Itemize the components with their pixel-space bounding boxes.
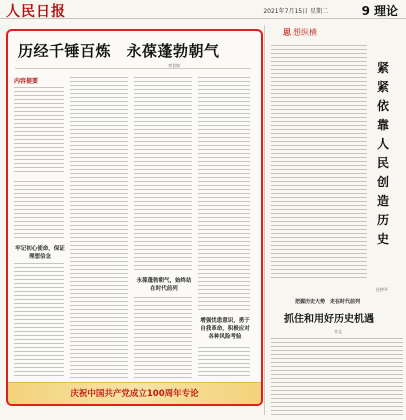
column-author: 任仲平 [376, 287, 388, 292]
issue-date: 2021年7月15日 星期二 [263, 8, 328, 15]
column-text-block [271, 45, 367, 281]
column-article[interactable] [271, 25, 403, 292]
newspaper-logo: 人民日报 [6, 4, 66, 20]
article2-subtitle: 把握历史大势 走在时代前列 [295, 299, 361, 305]
feature-article[interactable] [6, 29, 263, 406]
text-column-3a [134, 77, 192, 273]
masthead [0, 0, 406, 19]
subhead-1: 牢记初心使命，保证理想信念 [15, 246, 65, 260]
feature-headline: 历经千锤百炼 永葆蓬勃朝气 [18, 42, 220, 60]
article2-title[interactable]: 抓住和用好历史机遇 [284, 314, 374, 325]
page-number: 9 [361, 4, 370, 18]
text-column-2 [70, 77, 128, 379]
text-column-4b [198, 347, 250, 379]
column-logo [283, 27, 317, 38]
text-column-1b [14, 263, 64, 379]
article2-text-block [271, 338, 403, 416]
headline-rule [15, 68, 251, 69]
abstract-label: 内容提要 [14, 78, 39, 85]
text-column-4a [198, 77, 250, 311]
column-logo-main: 思 [283, 27, 291, 37]
subhead-3: 增强忧患意识，勇于自我革命，积极应对各种风险考验 [200, 318, 250, 340]
text-column-1a [14, 181, 64, 241]
column-divider [264, 25, 265, 415]
article2-byline: 辛文 [334, 329, 342, 334]
feature-byline: 李君如 [168, 63, 180, 68]
series-banner-text: 庆祝中国共产党成立100周年专论 [70, 389, 199, 399]
subhead-2: 永葆蓬勃朝气，始终站在时代前列 [136, 278, 192, 292]
column-title: 紧紧依靠人民创造历史 [376, 61, 389, 246]
page-number-section [362, 2, 398, 19]
abstract-text-block [14, 87, 64, 173]
series-banner [8, 382, 261, 404]
section-name: 理论 [373, 4, 398, 18]
text-column-3b [134, 297, 192, 379]
column-logo-rest: 想纵横 [293, 28, 317, 37]
